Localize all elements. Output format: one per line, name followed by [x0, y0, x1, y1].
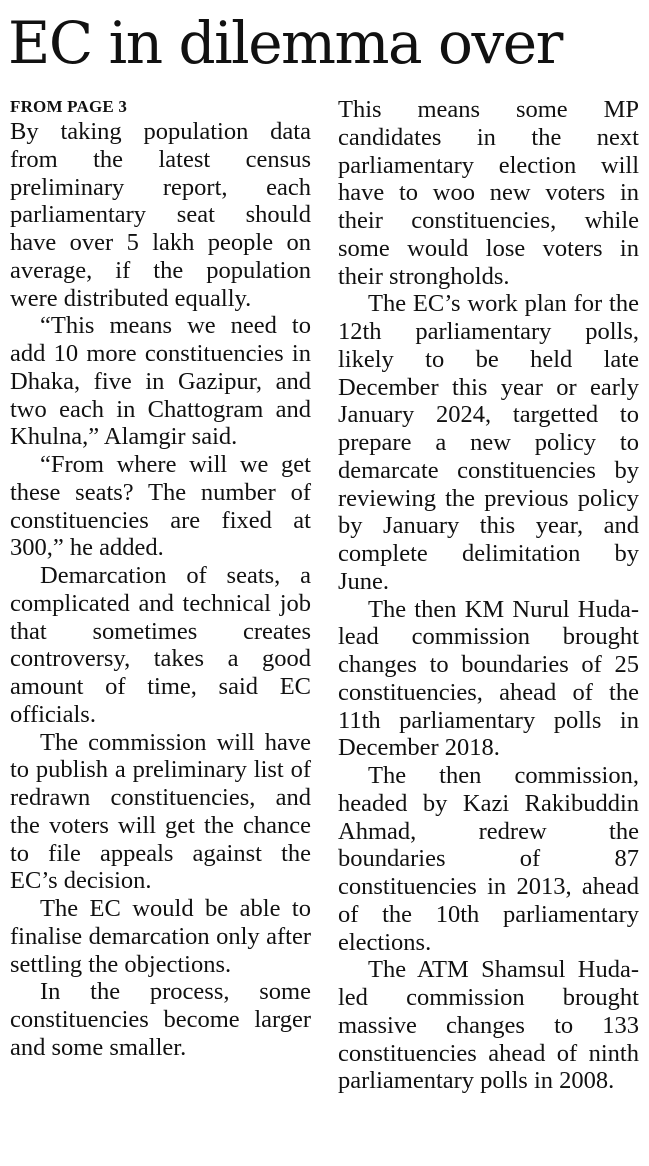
- paragraph: The commission will have to publish a preliminary list of redrawn constituencies, and the voters will get the chance to file appeals against the EC’s decision.: [10, 728, 311, 895]
- paragraph: By taking population data from the latest census preliminary report, each parliamentary seat should have over 5 lakh people on average, if the population were distributed equally.: [10, 118, 311, 312]
- article-column-right: [338, 96, 639, 1095]
- paragraph: The EC’s work plan for the 12th parliamentary polls, likely to be held late December this year or early January 2024, targetted to prepare a new policy to demarcate constituencies by reviewing the previous policy by January this year, and complete delimitation by June.: [338, 290, 639, 595]
- paragraph: “From where will we get these seats? The number of constituencies are fixed at 300,” he added.: [10, 451, 311, 562]
- paragraph: “This means we need to add 10 more constituencies in Dhaka, five in Gazipur, and two each in Chattogram and Khulna,” Alamgir said.: [10, 312, 311, 451]
- paragraph: The EC would be able to finalise demarcation only after settling the objections.: [10, 895, 311, 978]
- paragraph: The then commission, headed by Kazi Rakibuddin Ahmad, redrew the boundaries of 87 constituencies in 2013, ahead of the 10th parliamentary elections.: [338, 762, 639, 956]
- paragraph: The then KM Nurul Huda-lead commission brought changes to boundaries of 25 constituencies, ahead of the 11th parliamentary polls in December 2018.: [338, 595, 639, 762]
- headline: EC in dilemma over: [8, 9, 562, 77]
- paragraph: This means some MP candidates in the next parliamentary election will have to woo new voters in their constituencies, while some would lose voters in their strongholds.: [338, 96, 639, 290]
- article-column-left: [10, 96, 311, 1062]
- continuation-kicker: FROM PAGE 3: [10, 97, 128, 116]
- paragraph: Demarcation of seats, a complicated and technical job that sometimes creates controversy, takes a good amount of time, said EC officials.: [10, 562, 311, 728]
- paragraph: In the process, some constituencies become larger and some smaller.: [10, 978, 311, 1061]
- paragraph: The ATM Shamsul Huda-led commission brought massive changes to 133 constituencies ahead of ninth parliamentary polls in 2008.: [338, 956, 639, 1095]
